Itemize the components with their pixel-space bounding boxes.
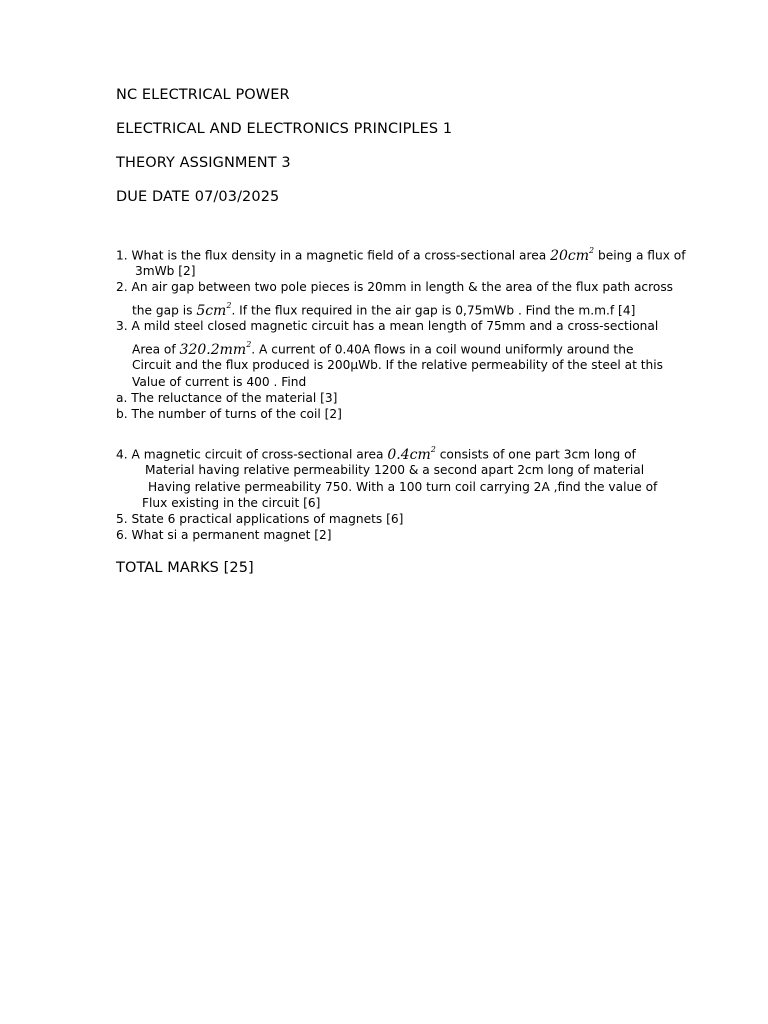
question-3-line-2 bbox=[132, 341, 633, 358]
total-marks: TOTAL MARKS [25] bbox=[116, 560, 254, 576]
question-4-line-3: Having relative permeability 750. With a 100 turn coil carrying 2A ,find the value of bbox=[148, 480, 658, 494]
area-math-4: $0.4cm^2$ bbox=[387, 445, 436, 463]
question-2-text-cont: . If the flux required in the air gap is 0,75mWb . Find the m.m.f [4] bbox=[231, 303, 636, 318]
question-4-line-4: Flux existing in the circuit [6] bbox=[142, 496, 321, 510]
subject-title: ELECTRICAL AND ELECTRONICS PRINCIPLES 1 bbox=[116, 121, 453, 137]
question-4-line-2: Material having relative permeability 1200 & a second apart 2cm long of material bbox=[145, 463, 645, 477]
question-4-text: 4. A magnetic circuit of cross-sectional area bbox=[116, 447, 388, 462]
area-math-3: $320.2mm^2$ bbox=[179, 340, 252, 358]
question-3-part-b: b. The number of turns of the coil [2] bbox=[116, 407, 342, 421]
area-math-2: $5cm^2$ bbox=[196, 301, 232, 319]
question-3-line-4: Value of current is 400 . Find bbox=[132, 375, 307, 389]
question-3-line-1: 3. A mild steel closed magnetic circuit has a mean length of 75mm and a cross-sectional bbox=[116, 319, 659, 333]
area-math-1: $20cm^2$ bbox=[550, 246, 595, 264]
question-2-line-2 bbox=[132, 302, 635, 319]
question-3-line-3: Circuit and the flux produced is 200μWb. If the relative permeability of the steel at this bbox=[132, 358, 663, 372]
question-1-text: 1. What is the flux density in a magnetic field of a cross-sectional area bbox=[116, 248, 551, 263]
question-3-text: Area of bbox=[132, 342, 180, 357]
question-4-text-cont: consists of one part 3cm long of bbox=[435, 447, 636, 462]
question-4-line-1 bbox=[116, 446, 636, 463]
question-2-text: the gap is bbox=[132, 303, 197, 318]
course-title: NC ELECTRICAL POWER bbox=[116, 87, 290, 103]
question-1-line-1 bbox=[116, 247, 686, 264]
question-5: 5. State 6 practical applications of magnets [6] bbox=[116, 512, 404, 526]
question-1-text-cont: being a flux of bbox=[594, 248, 686, 263]
question-1-line-2: 3mWb [2] bbox=[135, 264, 196, 278]
question-3-part-a: a. The reluctance of the material [3] bbox=[116, 391, 338, 405]
due-date: DUE DATE 07/03/2025 bbox=[116, 189, 280, 205]
question-2-line-1: 2. An air gap between two pole pieces is 20mm in length & the area of the flux path across bbox=[116, 280, 674, 294]
question-3-text-cont: . A current of 0.40A flows in a coil wound uniformly around the bbox=[251, 342, 634, 357]
question-6: 6. What si a permanent magnet [2] bbox=[116, 528, 332, 542]
assignment-title: THEORY ASSIGNMENT 3 bbox=[116, 155, 291, 171]
